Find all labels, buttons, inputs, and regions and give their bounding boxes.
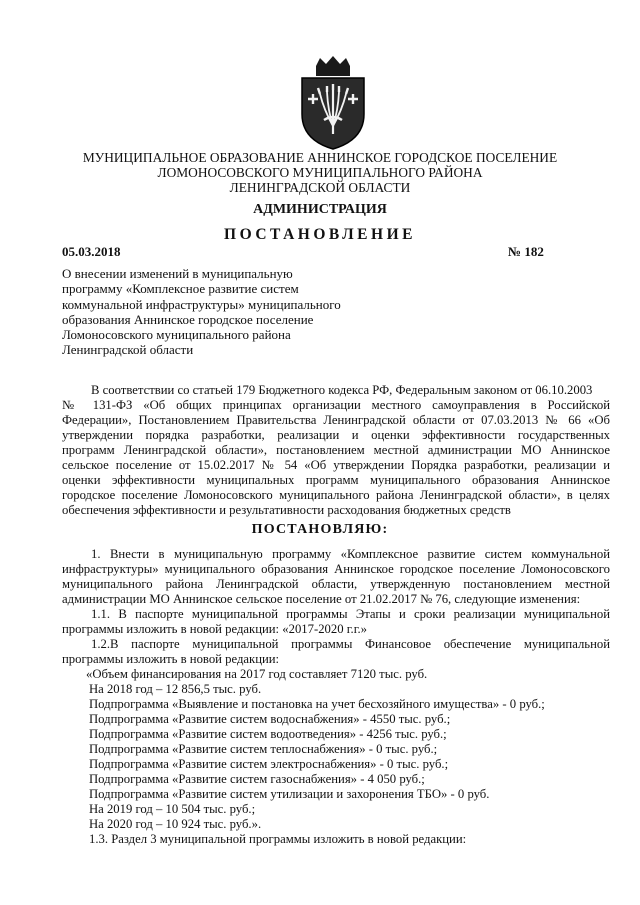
body-line: программы изложить в новой редакции: «2017-2020 г.г.» [62, 622, 367, 636]
preamble-line: городское поселение Ломоносовского муниципального района Ленинградской области», в целях [62, 488, 610, 502]
coat-of-arms-icon [294, 56, 372, 150]
body-line: 1.1. В паспорте муниципальной программы Этапы и сроки реализации муниципальной [91, 607, 610, 621]
body-line: На 2019 год – 10 504 тыс. руб.; [89, 802, 256, 816]
body-line: инфраструктуры» муниципального образования Аннинское городское поселение Ломоносовского [62, 562, 610, 576]
administration-heading: АДМИНИСТРАЦИЯ [253, 202, 387, 217]
body-line: На 2018 год – 12 856,5 тыс. руб. [89, 682, 262, 696]
municipality-name-line-1: МУНИЦИПАЛЬНОЕ ОБРАЗОВАНИЕ АННИНСКОЕ ГОРОДСКОЕ ПОСЕЛЕНИЕ [82, 150, 558, 165]
subject-line: О внесении изменений в муниципальную [62, 266, 293, 281]
subject-line: программу «Комплексное развитие систем [62, 281, 299, 297]
preamble-line: В соответствии со статьей 179 Бюджетного кодекса РФ, Федеральным законом от 06.10.2003 [91, 383, 593, 397]
body-line: 1.3. Раздел 3 муниципальной программы изложить в новой редакции: [89, 832, 467, 846]
subject-line: образования Аннинское городское поселение [62, 311, 314, 327]
preamble-line: оценки эффективности муниципальных программ муниципального образования Аннинское [62, 473, 610, 487]
body-line: 1. Внести в муниципальную программу «Комплексное развитие систем коммунальной [91, 547, 610, 561]
body-line: Подпрограмма «Развитие систем газоснабжения» - 4 050 руб.; [89, 772, 425, 786]
body-line: муниципального района Ленинградской области, утвержденную постановлением местной [62, 577, 610, 591]
preamble-line: сельское поселение от 15.02.2017 № 54 «Об утверждении Порядка разработки, реализации и [62, 458, 610, 472]
municipality-name-line-2: ЛОМОНОСОВСКОГО МУНИЦИПАЛЬНОГО РАЙОНА [157, 165, 483, 180]
preamble-line: № 131-ФЗ «Об общих принципах организации местного самоуправления в Российской [62, 398, 610, 412]
body-line: Подпрограмма «Выявление и постановка на учет бесхозяйного имущества» - 0 руб.; [89, 697, 545, 711]
decree-heading: ПОСТАНОВЛЕНИЕ [224, 226, 416, 243]
body-line: Подпрограмма «Развитие систем утилизации и захоронения ТБО» - 0 руб. [89, 787, 490, 801]
body-line: программы изложить в новой редакции: [62, 652, 280, 666]
preamble-line: программ Ленинградской области», постановлением местной администрации МО Аннинское [62, 443, 610, 457]
body-line: Подпрограмма «Развитие систем теплоснабжения» - 0 тыс. руб.; [89, 742, 438, 756]
body-line: «Объем финансирования на 2017 год составляет 7120 тыс. руб. [86, 667, 428, 681]
subject-line: коммунальной инфраструктуры» муниципального [62, 296, 341, 312]
document-subject [62, 266, 341, 358]
body-line: Подпрограмма «Развитие систем водоснабжения» - 4550 тыс. руб.; [89, 712, 451, 726]
subject-line: Ленинградской области [62, 342, 194, 358]
body-line: 1.2.В паспорте муниципальной программы Финансовое обеспечение муниципальной [91, 637, 610, 651]
body-line: Подпрограмма «Развитие систем водоотведения» - 4256 тыс. руб.; [89, 727, 447, 741]
preamble-line: обеспечения эффективности и результативности расходования бюджетных средств [62, 503, 511, 517]
body-line: администрации МО Аннинское сельское поселение от 21.02.2017 № 76, следующие изменения: [62, 592, 581, 606]
municipality-name-line-3: ЛЕНИНГРАДСКОЙ ОБЛАСТИ [229, 180, 411, 195]
preamble-line: утверждении порядка разработки, реализации и оценки эффективности государственных [62, 428, 610, 442]
subject-line: Ломоносовского муниципального района [62, 327, 291, 343]
document-date: 05.03.2018 [62, 244, 121, 259]
body-line: На 2020 год – 10 924 тыс. руб.». [89, 817, 262, 831]
document-number: № 182 [508, 244, 544, 259]
resolve-heading: ПОСТАНОВЛЯЮ: [251, 522, 389, 537]
body-line: Подпрограмма «Развитие систем электроснабжения» - 0 тыс. руб.; [89, 757, 449, 771]
preamble-line: Федерации», Постановлением Правительства Ленинградской области от 07.03.2013 № 66 «Об [62, 413, 610, 427]
